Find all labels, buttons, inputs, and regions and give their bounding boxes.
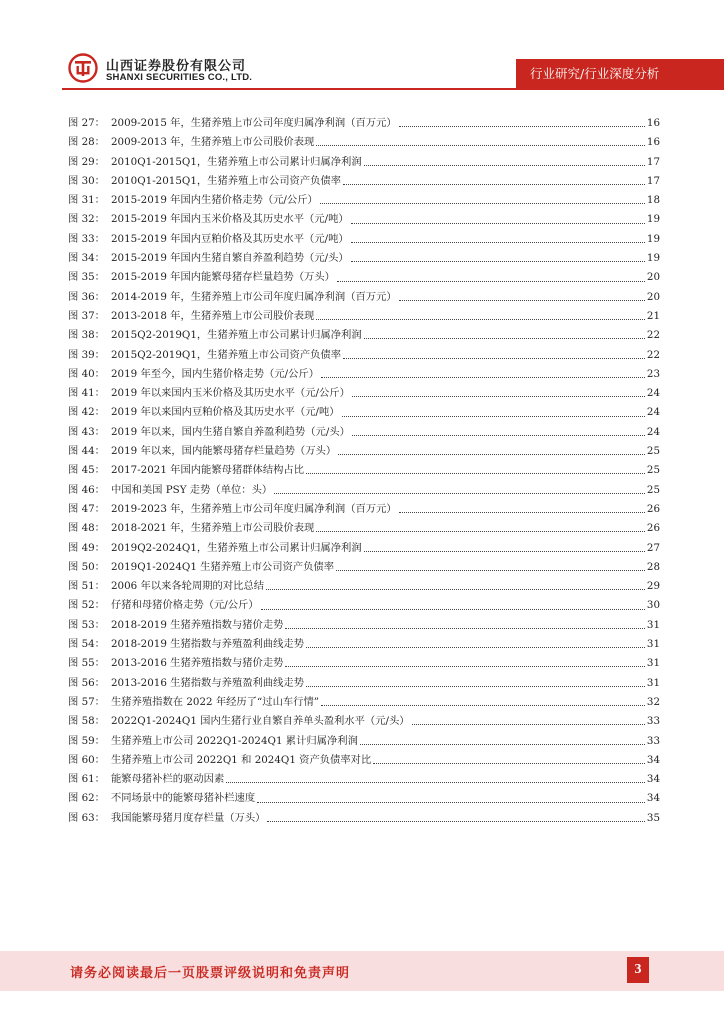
leader-dots <box>351 261 645 262</box>
leader-dots <box>364 165 645 166</box>
leader-dots <box>364 338 645 339</box>
leader-dots <box>342 416 645 417</box>
figure-title: 2015-2019 年国内能繁母猪存栏量趋势（万头） <box>111 271 335 284</box>
figure-page-number: 17 <box>646 174 660 187</box>
figure-title: 2013-2016 生猪养殖指数与猪价走势 <box>111 657 284 670</box>
leader-dots <box>267 821 644 822</box>
figure-title: 2015-2019 年国内生猪价格走势（元/公斤） <box>111 194 318 207</box>
figure-number: 图 35： <box>68 271 105 284</box>
figure-index-row[interactable] <box>68 616 660 635</box>
leader-dots <box>399 300 645 301</box>
figure-title: 2018-2021 年，生猪养殖上市公司股价表现 <box>111 522 315 535</box>
figure-page-number: 16 <box>646 136 660 149</box>
figure-title: 2015Q2-2019Q1，生猪养殖上市公司累计归属净利润 <box>111 329 362 342</box>
figure-index-row[interactable] <box>68 307 660 326</box>
leader-dots <box>373 763 645 764</box>
figure-number: 图 53： <box>68 618 105 631</box>
figure-page-number: 30 <box>646 599 660 612</box>
figure-number: 图 51： <box>68 580 105 593</box>
figure-number: 图 47： <box>68 502 105 515</box>
figure-number: 图 57： <box>68 695 105 708</box>
figure-number: 图 34： <box>68 252 105 265</box>
leader-dots <box>360 744 645 745</box>
leader-dots <box>306 686 645 687</box>
figure-index-row[interactable] <box>68 442 660 461</box>
figure-title: 仔猪和母猪价格走势（元/公斤） <box>111 599 259 612</box>
leader-dots <box>399 512 645 513</box>
figure-page-number: 31 <box>646 657 660 670</box>
figure-index-row[interactable] <box>68 481 660 500</box>
figure-number: 图 60： <box>68 753 105 766</box>
figure-index-row[interactable] <box>68 384 660 403</box>
leader-dots <box>338 454 645 455</box>
figure-title: 能繁母猪补栏的驱动因素 <box>111 773 225 786</box>
company-name-en: SHANXI SECURITIES CO., LTD. <box>106 72 253 83</box>
figure-page-number: 19 <box>646 213 660 226</box>
figure-number: 图 48： <box>68 522 105 535</box>
figure-index-row[interactable] <box>68 751 660 770</box>
figure-page-number: 34 <box>646 792 660 805</box>
figure-number: 图 38： <box>68 329 105 342</box>
leader-dots <box>412 724 645 725</box>
figure-page-number: 23 <box>646 367 660 380</box>
figure-title: 2022Q1-2024Q1 国内生猪行业自繁自养单头盈利水平（元/头） <box>111 715 410 728</box>
leader-dots <box>316 319 645 320</box>
leader-dots <box>306 647 645 648</box>
figure-index-row[interactable] <box>68 346 660 365</box>
figure-page-number: 33 <box>646 715 660 728</box>
figure-number: 图 50： <box>68 560 105 573</box>
figure-title: 生猪养殖指数在 2022 年经历了“过山车行情” <box>111 695 320 708</box>
figure-page-number: 25 <box>646 464 660 477</box>
figure-title: 2019-2023 年，生猪养殖上市公司年度归属净利润（百万元） <box>111 502 397 515</box>
leader-dots <box>274 493 645 494</box>
leader-dots <box>257 802 645 803</box>
leader-dots <box>306 473 645 474</box>
leader-dots <box>399 126 645 127</box>
figure-index-row[interactable] <box>68 770 660 789</box>
figure-index-list <box>68 114 660 828</box>
figure-page-number: 16 <box>646 117 660 129</box>
figure-page-number: 26 <box>646 502 660 515</box>
figure-title: 2019 年以来，国内能繁母猪存栏量趋势（万头） <box>111 445 337 458</box>
leader-dots <box>321 377 645 378</box>
figure-title: 2013-2016 生猪指数与养殖盈利曲线走势 <box>111 676 305 689</box>
figure-title: 2019Q2-2024Q1，生猪养殖上市公司累计归属净利润 <box>111 541 362 554</box>
leader-dots <box>285 628 644 629</box>
figure-title: 不同场景中的能繁母猪补栏速度 <box>111 792 256 805</box>
figure-title: 2010Q1-2015Q1，生猪养殖上市公司累计归属净利润 <box>111 155 362 168</box>
leader-dots <box>321 705 645 706</box>
figure-title: 2019 年至今，国内生猪价格走势（元/公斤） <box>111 367 319 380</box>
header-divider <box>62 88 724 90</box>
leader-dots <box>285 666 644 667</box>
figure-title: 2013-2018 年，生猪养殖上市公司股价表现 <box>111 309 315 322</box>
figure-number: 图 52： <box>68 599 105 612</box>
figure-index-row[interactable] <box>68 133 660 152</box>
figure-number: 图 29： <box>68 155 105 168</box>
figure-index-row[interactable] <box>68 732 660 751</box>
figure-page-number: 20 <box>646 271 660 284</box>
leader-dots <box>352 435 645 436</box>
leader-dots <box>336 570 645 571</box>
figure-title: 生猪养殖上市公司 2022Q1 和 2024Q1 资产负债率对比 <box>111 753 372 766</box>
figure-number: 图 42： <box>68 406 105 419</box>
leader-dots <box>316 531 645 532</box>
figure-number: 图 31： <box>68 194 105 207</box>
figure-page-number: 21 <box>646 309 660 322</box>
figure-number: 图 56： <box>68 676 105 689</box>
figure-index-row[interactable] <box>68 558 660 577</box>
figure-page-number: 20 <box>646 290 660 303</box>
figure-page-number: 31 <box>646 638 660 651</box>
figure-number: 图 46： <box>68 483 105 496</box>
figure-number: 图 59： <box>68 734 105 747</box>
disclaimer-notice: 请务必阅读最后一页股票评级说明和免责声明 <box>70 966 351 981</box>
figure-index-row[interactable] <box>68 461 660 480</box>
report-type-label: 行业研究/行业深度分析 <box>530 66 660 81</box>
figure-title: 2019 年以来国内豆粕价格及其历史水平（元/吨） <box>111 406 340 419</box>
figure-page-number: 27 <box>646 541 660 554</box>
figure-title: 生猪养殖上市公司 2022Q1-2024Q1 累计归属净利润 <box>111 734 358 747</box>
figure-index-row[interactable] <box>68 153 660 172</box>
figure-page-number: 17 <box>646 155 660 168</box>
leader-dots <box>352 396 645 397</box>
company-name-cn: 山西证券股份有限公司 <box>106 59 247 74</box>
figure-title: 中国和美国 PSY 走势（单位：头） <box>111 483 273 496</box>
figure-index-row[interactable] <box>68 172 660 191</box>
leader-dots <box>337 281 645 282</box>
figure-index-row[interactable] <box>68 114 660 133</box>
figure-number: 图 49： <box>68 541 105 554</box>
leader-dots <box>343 358 645 359</box>
figure-number: 图 41： <box>68 387 105 400</box>
figure-title: 2009-2015 年，生猪养殖上市公司年度归属净利润（百万元） <box>111 117 397 129</box>
figure-number: 图 32： <box>68 213 105 226</box>
figure-index-row[interactable] <box>68 809 660 828</box>
figure-page-number: 24 <box>646 387 660 400</box>
figure-number: 图 39： <box>68 348 105 361</box>
figure-title: 2015-2019 年国内玉米价格及其历史水平（元/吨） <box>111 213 349 226</box>
figure-index-row[interactable] <box>68 577 660 596</box>
figure-page-number: 19 <box>646 232 660 245</box>
figure-page-number: 25 <box>646 483 660 496</box>
figure-index-row[interactable] <box>68 712 660 731</box>
figure-page-number: 18 <box>646 194 660 207</box>
figure-index-row[interactable] <box>68 191 660 210</box>
figure-page-number: 33 <box>646 734 660 747</box>
figure-page-number: 34 <box>646 753 660 766</box>
figure-title: 2014-2019 年，生猪养殖上市公司年度归属净利润（百万元） <box>111 290 397 303</box>
figure-title: 2015-2019 年国内生猪自繁自养盈利趋势（元/头） <box>111 252 349 265</box>
figure-page-number: 24 <box>646 406 660 419</box>
leader-dots <box>261 609 645 610</box>
figure-index-row[interactable] <box>68 403 660 422</box>
figure-title: 2017-2021 年国内能繁母猪群体结构占比 <box>111 464 305 477</box>
figure-index-row[interactable] <box>68 519 660 538</box>
leader-dots <box>226 782 645 783</box>
figure-number: 图 61： <box>68 773 105 786</box>
leader-dots <box>320 203 645 204</box>
figure-page-number: 34 <box>646 773 660 786</box>
figure-page-number: 24 <box>646 425 660 438</box>
leader-dots <box>364 551 645 552</box>
figure-title: 2019 年以来国内玉米价格及其历史水平（元/公斤） <box>111 387 350 400</box>
figure-number: 图 55： <box>68 657 105 670</box>
figure-number: 图 54： <box>68 638 105 651</box>
leader-dots <box>351 223 645 224</box>
figure-index-row[interactable] <box>68 635 660 654</box>
page-number: 3 <box>627 957 649 983</box>
figure-number: 图 44： <box>68 445 105 458</box>
figure-title: 2019Q1-2024Q1 生猪养殖上市公司资产负债率 <box>111 560 335 573</box>
figure-number: 图 30： <box>68 174 105 187</box>
figure-number: 图 62： <box>68 792 105 805</box>
figure-index-row[interactable] <box>68 268 660 287</box>
figure-title: 2019 年以来，国内生猪自繁自养盈利趋势（元/头） <box>111 425 350 438</box>
figure-number: 图 33： <box>68 232 105 245</box>
leader-dots <box>351 242 645 243</box>
figure-index-row[interactable] <box>68 210 660 229</box>
company-logo-icon <box>68 53 98 83</box>
figure-title: 2015-2019 年国内豆粕价格及其历史水平（元/吨） <box>111 232 349 245</box>
figure-number: 图 27： <box>68 117 105 129</box>
figure-index-row[interactable] <box>68 596 660 615</box>
figure-index-row[interactable] <box>68 693 660 712</box>
figure-page-number: 32 <box>646 695 660 708</box>
figure-page-number: 31 <box>646 618 660 631</box>
figure-index-row[interactable] <box>68 230 660 249</box>
figure-page-number: 35 <box>646 811 660 824</box>
figure-page-number: 31 <box>646 676 660 689</box>
figure-index-row[interactable] <box>68 539 660 558</box>
figure-index-row[interactable] <box>68 288 660 307</box>
figure-index-row[interactable] <box>68 674 660 693</box>
figure-title: 2010Q1-2015Q1，生猪养殖上市公司资产负债率 <box>111 174 342 187</box>
figure-page-number: 29 <box>646 580 660 593</box>
figure-title: 2006 年以来各轮周期的对比总结 <box>111 580 265 593</box>
figure-index-row[interactable] <box>68 326 660 345</box>
figure-index-row[interactable] <box>68 365 660 384</box>
figure-title: 我国能繁母猪月度存栏量（万头） <box>111 811 266 824</box>
figure-title: 2018-2019 生猪养殖指数与猪价走势 <box>111 618 284 631</box>
figure-index-row[interactable] <box>68 654 660 673</box>
figure-title: 2018-2019 生猪指数与养殖盈利曲线走势 <box>111 638 305 651</box>
figure-number: 图 37： <box>68 309 105 322</box>
figure-index-row[interactable] <box>68 500 660 519</box>
figure-page-number: 22 <box>646 348 660 361</box>
figure-number: 图 40： <box>68 367 105 380</box>
figure-page-number: 19 <box>646 252 660 265</box>
figure-index-row[interactable] <box>68 789 660 808</box>
figure-number: 图 43： <box>68 425 105 438</box>
figure-page-number: 28 <box>646 560 660 573</box>
figure-number: 图 63： <box>68 811 105 824</box>
figure-number: 图 36： <box>68 290 105 303</box>
leader-dots <box>316 145 645 146</box>
leader-dots <box>343 184 645 185</box>
figure-number: 图 45： <box>68 464 105 477</box>
figure-number: 图 28： <box>68 136 105 149</box>
figure-title: 2015Q2-2019Q1，生猪养殖上市公司资产负债率 <box>111 348 342 361</box>
figure-number: 图 58： <box>68 715 105 728</box>
figure-page-number: 22 <box>646 329 660 342</box>
leader-dots <box>266 589 645 590</box>
figure-index-row[interactable] <box>68 423 660 442</box>
figure-index-row[interactable] <box>68 249 660 268</box>
figure-page-number: 25 <box>646 445 660 458</box>
figure-title: 2009-2013 年，生猪养殖上市公司股价表现 <box>111 136 315 149</box>
page-header <box>0 0 724 92</box>
figure-page-number: 26 <box>646 522 660 535</box>
